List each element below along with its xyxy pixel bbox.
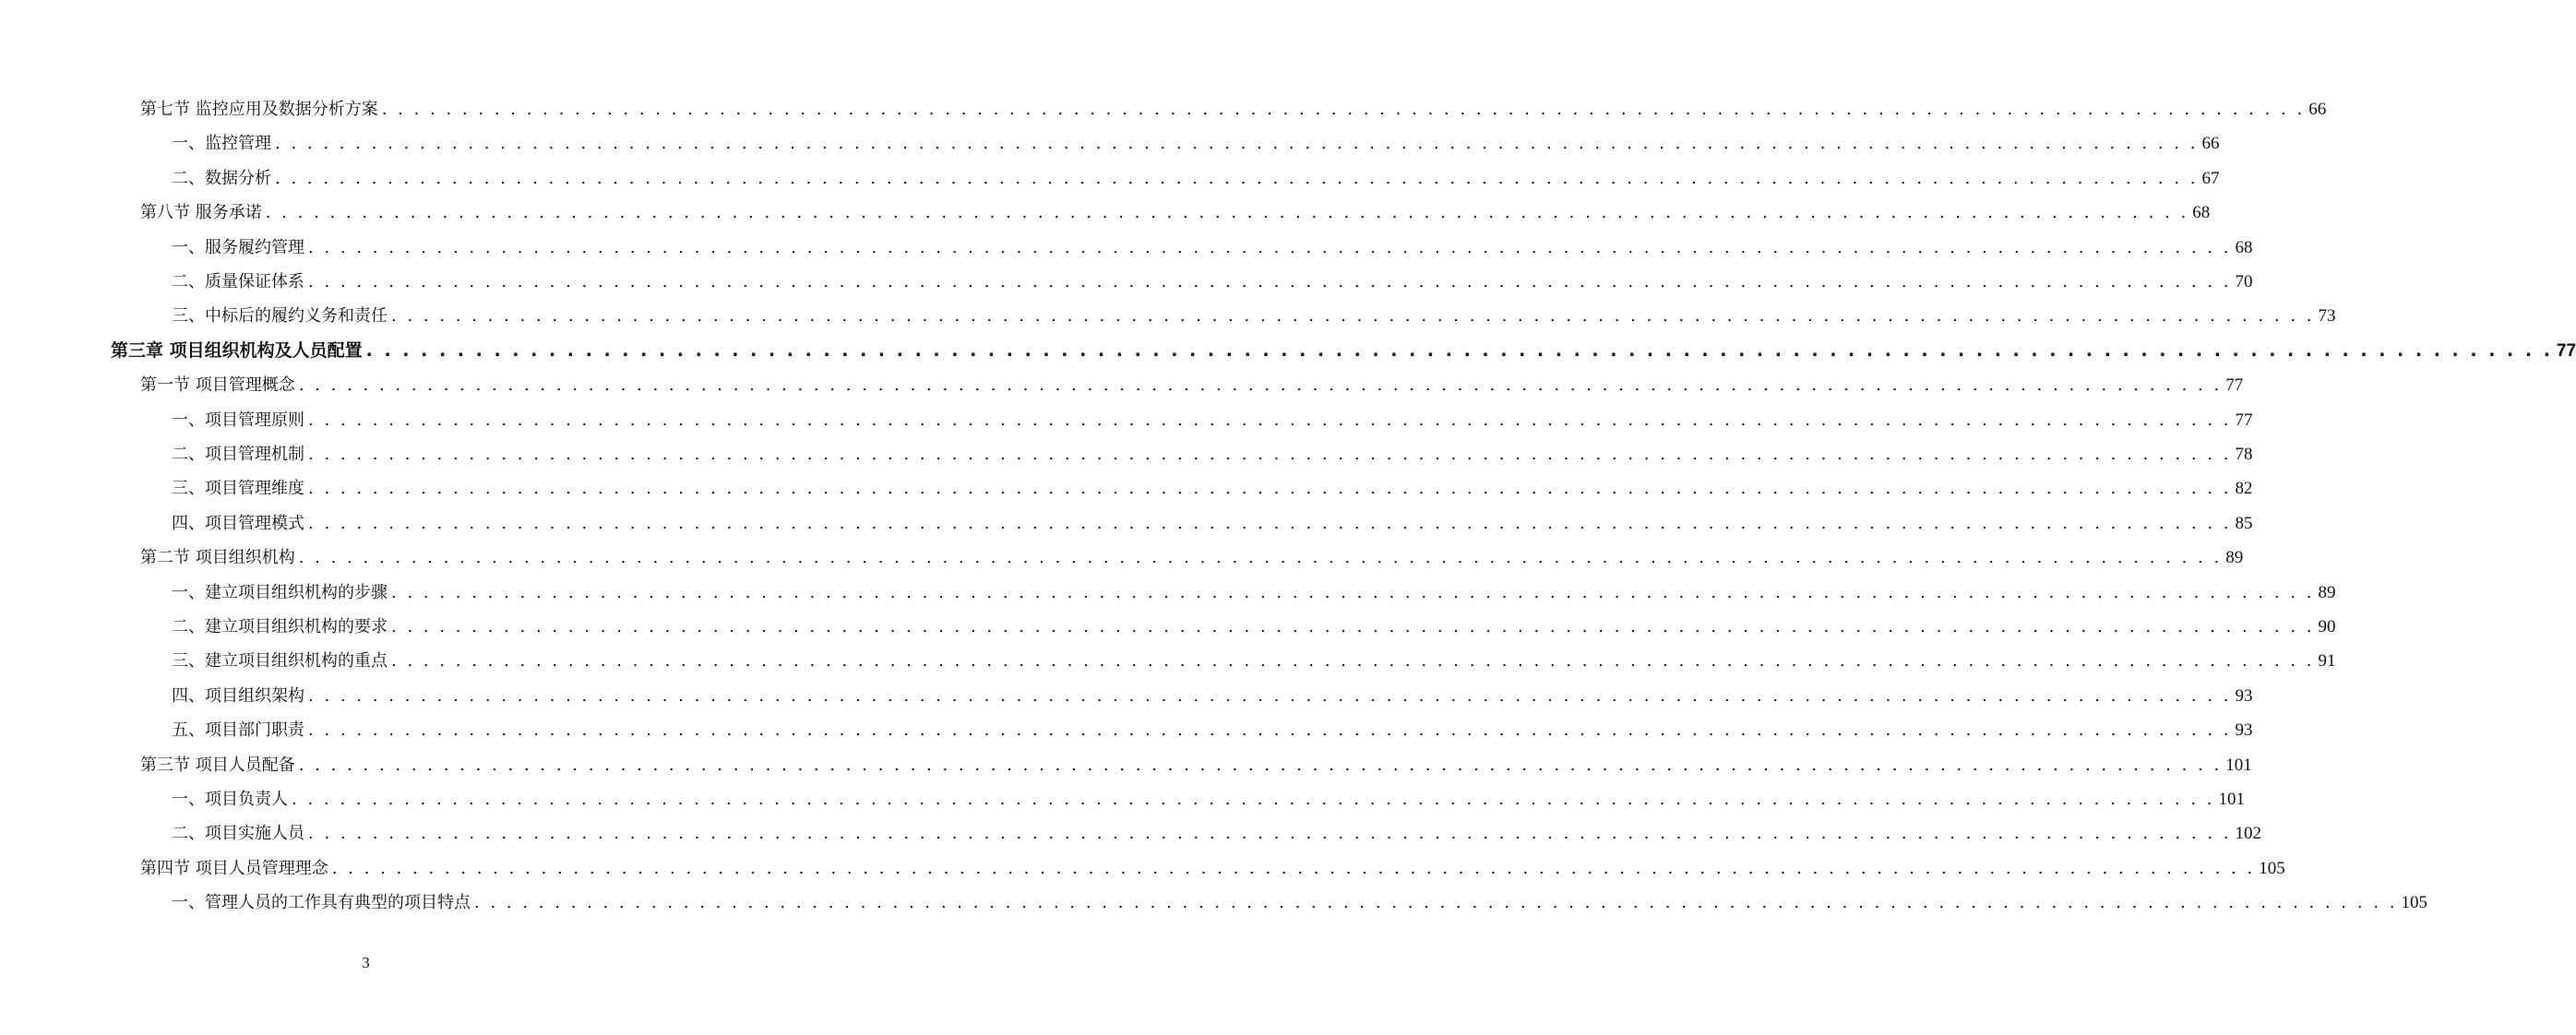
toc-section-entry[interactable]: [140, 368, 2244, 402]
toc-leader-dots: . . . . . . . . . . . . . . . . . . . . . . . . . . . . . . . . . . . . . . . . . . . . . . . . . . . . . . . . . . . . . . . . . . . . . . . . . . . . . . . . . . . . . . . . . . . . . . . . . . . . . . . . . . . . . . . . . . . . . . . .: [308, 445, 2232, 464]
toc-entry-label: 第七节 监控应用及数据分析方案: [140, 100, 378, 119]
toc-entry-label: 一、服务履约管理: [172, 237, 304, 257]
toc-entry-label: 四、项目组织架构: [172, 685, 304, 706]
toc-item-entry[interactable]: [172, 161, 2220, 196]
toc-leader-dots: . . . . . . . . . . . . . . . . . . . . . . . . . . . . . . . . . . . . . . . . . . . . . . . . . . . . . . . . . . . . . . . . . . . . . . . . . . . . . . . . . . . . . . . . . . . . . . . . . . . . . . . . . . . . . . . . . . . . . . . .: [298, 375, 2223, 396]
toc-leader-dots: . . . . . . . . . . . . . . . . . . . . . . . . . . . . . . . . . . . . . . . . . . . . . . . . . . . . . . . . . . . . . . . . . . . . . . . . . . . . . . . . . . . . . . . . . . . . . . . . . . . . . . . . . . . . . . . . . . . . . . . .: [381, 100, 2306, 119]
toc-item-entry[interactable]: [172, 610, 2336, 644]
toc-entry-page-number: 93: [2235, 685, 2253, 706]
toc-entry-page-number: 77: [2225, 375, 2244, 396]
toc-entry-label: 一、管理人员的工作具有典型的项目特点: [172, 893, 471, 913]
toc-entry-page-number: 78: [2235, 445, 2253, 464]
toc-entry-page-number: 89: [2318, 582, 2336, 602]
toc-leader-dots: . . . . . . . . . . . . . . . . . . . . . . . . . . . . . . . . . . . . . . . . . . . . . . . . . . . . . . . . . . . . . . . . . . . . . . . . . . . . . . . . . . . . . . . . . . . . . . . . . . . . . . . . . . . . . . . . . . . . . . . .: [308, 513, 2232, 533]
toc-item-entry[interactable]: [172, 126, 2220, 161]
toc-entry-page-number: 89: [2225, 548, 2244, 568]
toc-section-entry[interactable]: [140, 92, 2327, 126]
toc-leader-dots: . . . . . . . . . . . . . . . . . . . . . . . . . . . . . . . . . . . . . . . . . . . . . . . . . . . . . . . . . . . . . . . . . . . . . . . . . . . . . . . . . . . . . . . . . . . . . . . . . . . . . . . . . . . . . . . . . . . . . . . .: [391, 306, 2315, 327]
toc-leader-dots: . . . . . . . . . . . . . . . . . . . . . . . . . . . . . . . . . . . . . . . . . . . . . . . . . . . . . . . . . . . . . . . . . . . . . . . . . . . . . . . . . . . . . . . . . . . . . . . . . . . . . . . . . . . . . . . . . . . . . . . .: [275, 134, 2199, 154]
toc-entry-page-number: 102: [2235, 824, 2261, 844]
toc-item-entry[interactable]: [172, 471, 2253, 506]
toc-entry-label: 四、项目管理模式: [172, 513, 304, 533]
toc-entry-label: 一、监控管理: [172, 134, 271, 154]
toc-entry-label: 二、项目管理机制: [172, 445, 304, 464]
toc-entry-page-number: 101: [2218, 790, 2245, 809]
toc-entry-label: 第二节 项目组织机构: [140, 548, 295, 568]
toc-section-entry[interactable]: [140, 541, 2244, 575]
toc-leader-dots: . . . . . . . . . . . . . . . . . . . . . . . . . . . . . . . . . . . . . . . . . . . . . . . . . . . . . . . . . . . . . . . . . . . . . . . . . . . . . . . . . . . . . . . . . . . . . . . . . . . . . . . . . . . . . . . . . . . . . . . .: [391, 651, 2315, 672]
toc-leader-dots: . . . . . . . . . . . . . . . . . . . . . . . . . . . . . . . . . . . . . . . . . . . . . . . . . . . . . . . . . . . . . . . . . . . . . . . . . . . . . . . . . . . . . . . . . . . . . . . . . . . . . . . . . . . . . . . . . . . . . . . .: [365, 339, 2553, 361]
toc-item-entry[interactable]: [172, 576, 2336, 610]
toc-item-entry[interactable]: [172, 886, 2427, 920]
toc-entry-label: 第八节 服务承诺: [140, 203, 262, 223]
toc-leader-dots: . . . . . . . . . . . . . . . . . . . . . . . . . . . . . . . . . . . . . . . . . . . . . . . . . . . . . . . . . . . . . . . . . . . . . . . . . . . . . . . . . . . . . . . . . . . . . . . . . . . . . . . . . . . . . . . . . . . . . . . .: [474, 893, 2398, 913]
toc-leader-dots: . . . . . . . . . . . . . . . . . . . . . . . . . . . . . . . . . . . . . . . . . . . . . . . . . . . . . . . . . . . . . . . . . . . . . . . . . . . . . . . . . . . . . . . . . . . . . . . . . . . . . . . . . . . . . . . . . . . . . . . .: [308, 479, 2232, 499]
toc-leader-dots: . . . . . . . . . . . . . . . . . . . . . . . . . . . . . . . . . . . . . . . . . . . . . . . . . . . . . . . . . . . . . . . . . . . . . . . . . . . . . . . . . . . . . . . . . . . . . . . . . . . . . . . . . . . . . . . . . . . . . . . .: [391, 617, 2315, 636]
toc-entry-page-number: 67: [2201, 168, 2220, 188]
toc-entry-page-number: 77: [2235, 410, 2253, 430]
toc-leader-dots: . . . . . . . . . . . . . . . . . . . . . . . . . . . . . . . . . . . . . . . . . . . . . . . . . . . . . . . . . . . . . . . . . . . . . . . . . . . . . . . . . . . . . . . . . . . . . . . . . . . . . . . . . . . . . . . . . . . . . . . .: [308, 272, 2232, 291]
toc-entry-label: 二、建立项目组织机构的要求: [172, 617, 388, 636]
toc-entry-label: 二、数据分析: [172, 168, 271, 188]
toc-leader-dots: . . . . . . . . . . . . . . . . . . . . . . . . . . . . . . . . . . . . . . . . . . . . . . . . . . . . . . . . . . . . . . . . . . . . . . . . . . . . . . . . . . . . . . . . . . . . . . . . . . . . . . . . . . . . . . . . . . . . . . . .: [331, 858, 2256, 878]
toc-entry-page-number: 66: [2201, 134, 2220, 154]
toc-entry-label: 第一节 项目管理概念: [140, 375, 295, 396]
toc-entry-page-number: 105: [2401, 893, 2427, 913]
toc-entry-page-number: 91: [2318, 651, 2336, 672]
toc-entry-label: 第四节 项目人员管理理念: [140, 858, 328, 878]
toc-entry-label: 三、项目管理维度: [172, 479, 304, 499]
toc-entry-page-number: 68: [2235, 237, 2253, 257]
toc-entry-page-number: 70: [2235, 272, 2253, 291]
toc-entry-label: 二、项目实施人员: [172, 824, 304, 844]
toc-leader-dots: . . . . . . . . . . . . . . . . . . . . . . . . . . . . . . . . . . . . . . . . . . . . . . . . . . . . . . . . . . . . . . . . . . . . . . . . . . . . . . . . . . . . . . . . . . . . . . . . . . . . . . . . . . . . . . . . . . . . . . . .: [292, 790, 2215, 809]
toc-leader-dots: . . . . . . . . . . . . . . . . . . . . . . . . . . . . . . . . . . . . . . . . . . . . . . . . . . . . . . . . . . . . . . . . . . . . . . . . . . . . . . . . . . . . . . . . . . . . . . . . . . . . . . . . . . . . . . . . . . . . . . . .: [298, 548, 2223, 568]
toc-entry-label: 一、项目负责人: [172, 790, 288, 809]
toc-item-entry[interactable]: [172, 782, 2245, 816]
toc-entry-page-number: 82: [2235, 479, 2253, 499]
toc-entry-label: 三、中标后的履约义务和责任: [172, 306, 388, 327]
toc-entry-label: 一、建立项目组织机构的步骤: [172, 582, 388, 602]
toc-item-entry[interactable]: [172, 506, 2253, 541]
toc-item-entry[interactable]: [172, 299, 2336, 333]
toc-section-entry[interactable]: [140, 196, 2211, 230]
toc-item-entry[interactable]: [172, 679, 2253, 713]
toc-entry-page-number: 85: [2235, 513, 2253, 533]
toc-item-entry[interactable]: [172, 816, 2261, 851]
page-number: 3: [362, 954, 370, 971]
toc-entry-page-number: 73: [2318, 306, 2336, 327]
toc-entry-page-number: 93: [2235, 720, 2253, 741]
toc-leader-dots: . . . . . . . . . . . . . . . . . . . . . . . . . . . . . . . . . . . . . . . . . . . . . . . . . . . . . . . . . . . . . . . . . . . . . . . . . . . . . . . . . . . . . . . . . . . . . . . . . . . . . . . . . . . . . . . . . . . . . . . .: [308, 237, 2232, 257]
toc-item-entry[interactable]: [172, 231, 2253, 265]
toc-entry-label: 第三章 项目组织机构及人员配置: [111, 339, 363, 361]
toc-entry-label: 二、质量保证体系: [172, 272, 304, 291]
toc-entry-label: 五、项目部门职责: [172, 720, 304, 741]
toc-leader-dots: . . . . . . . . . . . . . . . . . . . . . . . . . . . . . . . . . . . . . . . . . . . . . . . . . . . . . . . . . . . . . . . . . . . . . . . . . . . . . . . . . . . . . . . . . . . . . . . . . . . . . . . . . . . . . . . . . . . . . . . .: [308, 824, 2232, 844]
toc-item-entry[interactable]: [172, 265, 2253, 299]
toc-entry-page-number: 90: [2318, 617, 2336, 636]
toc-section-entry[interactable]: [140, 748, 2252, 782]
toc-leader-dots: . . . . . . . . . . . . . . . . . . . . . . . . . . . . . . . . . . . . . . . . . . . . . . . . . . . . . . . . . . . . . . . . . . . . . . . . . . . . . . . . . . . . . . . . . . . . . . . . . . . . . . . . . . . . . . . . . . . . . . . .: [265, 203, 2189, 223]
toc-entry-label: 三、建立项目组织机构的重点: [172, 651, 388, 672]
toc-entry-page-number: 68: [2192, 203, 2211, 223]
toc-chapter-entry[interactable]: [111, 334, 2576, 368]
toc-leader-dots: . . . . . . . . . . . . . . . . . . . . . . . . . . . . . . . . . . . . . . . . . . . . . . . . . . . . . . . . . . . . . . . . . . . . . . . . . . . . . . . . . . . . . . . . . . . . . . . . . . . . . . . . . . . . . . . . . . . . . . . .: [275, 168, 2199, 188]
toc-entry-label: 第三节 项目人员配备: [140, 755, 295, 775]
toc-leader-dots: . . . . . . . . . . . . . . . . . . . . . . . . . . . . . . . . . . . . . . . . . . . . . . . . . . . . . . . . . . . . . . . . . . . . . . . . . . . . . . . . . . . . . . . . . . . . . . . . . . . . . . . . . . . . . . . . . . . . . . . .: [308, 410, 2232, 430]
toc-entry-page-number: 66: [2308, 100, 2327, 119]
toc-entry-page-number: 77: [2556, 340, 2576, 361]
toc-entry-page-number: 101: [2225, 755, 2252, 775]
toc-item-entry[interactable]: [172, 644, 2336, 678]
toc-item-entry[interactable]: [172, 403, 2253, 437]
toc-entry-page-number: 105: [2259, 858, 2285, 878]
toc-leader-dots: . . . . . . . . . . . . . . . . . . . . . . . . . . . . . . . . . . . . . . . . . . . . . . . . . . . . . . . . . . . . . . . . . . . . . . . . . . . . . . . . . . . . . . . . . . . . . . . . . . . . . . . . . . . . . . . . . . . . . . . .: [308, 685, 2232, 706]
toc-leader-dots: . . . . . . . . . . . . . . . . . . . . . . . . . . . . . . . . . . . . . . . . . . . . . . . . . . . . . . . . . . . . . . . . . . . . . . . . . . . . . . . . . . . . . . . . . . . . . . . . . . . . . . . . . . . . . . . . . . . . . . . .: [308, 720, 2232, 741]
toc-item-entry[interactable]: [172, 713, 2253, 747]
toc-leader-dots: . . . . . . . . . . . . . . . . . . . . . . . . . . . . . . . . . . . . . . . . . . . . . . . . . . . . . . . . . . . . . . . . . . . . . . . . . . . . . . . . . . . . . . . . . . . . . . . . . . . . . . . . . . . . . . . . . . . . . . . .: [391, 582, 2315, 602]
toc-section-entry[interactable]: [140, 851, 2285, 886]
toc-entry-label: 一、项目管理原则: [172, 410, 304, 430]
toc-leader-dots: . . . . . . . . . . . . . . . . . . . . . . . . . . . . . . . . . . . . . . . . . . . . . . . . . . . . . . . . . . . . . . . . . . . . . . . . . . . . . . . . . . . . . . . . . . . . . . . . . . . . . . . . . . . . . . . . . . . . . . . .: [298, 755, 2223, 775]
toc-item-entry[interactable]: [172, 437, 2253, 471]
